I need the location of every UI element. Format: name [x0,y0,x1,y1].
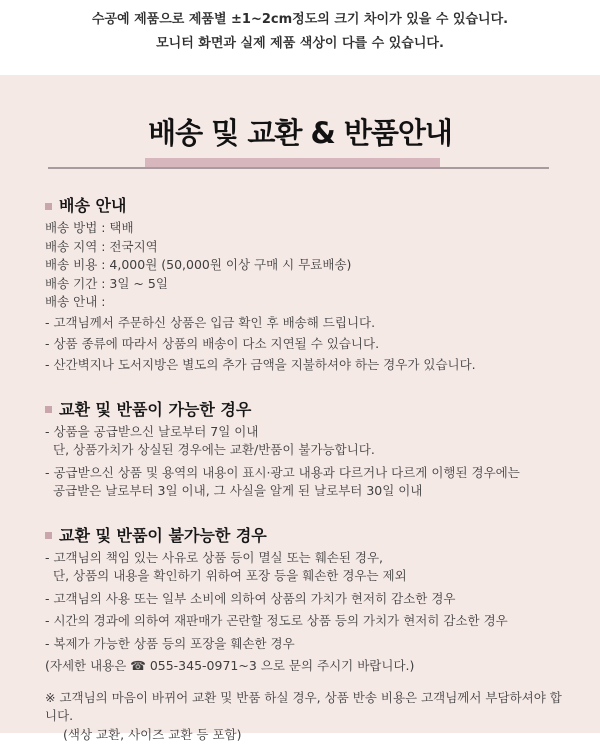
condition-line: - 상품을 공급받으신 날로부터 7일 이내 [45,423,570,442]
condition-line: - 고객님의 사용 또는 일부 소비에 의하여 상품의 가치가 현저히 감소한 경우 [45,590,570,609]
shipping-return-panel [0,75,600,733]
return-cost-footnote [45,689,570,744]
section-exchange-impossible-heading [45,527,570,545]
section-heading-label: 교환 및 반품이 가능한 경우 [59,401,251,419]
shipping-note: - 고객님께서 주문하신 상품은 입금 확인 후 배송해 드립니다. [45,312,570,333]
shipping-period-row: 배송 기간 : 3일 ~ 5일 [45,275,570,294]
condition-group [45,549,570,586]
condition-group [45,423,570,460]
condition-line: - 공급받으신 상품 및 용역의 내용이 표시·광고 내용과 다르거나 다르게 이행된 경우에는 [45,464,570,483]
page-title: 배송 및 교환 & 반품안내 [0,75,600,149]
section-bullet-icon [45,203,52,210]
handmade-size-notice [0,0,600,75]
section-heading-label: 배송 안내 [59,197,126,215]
condition-line: - 고객님의 책임 있는 사유로 상품 등이 멸실 또는 훼손된 경우, [45,549,570,568]
condition-line: - 복제가 가능한 상품 등의 포장을 훼손한 경우 [45,635,570,654]
section-exchange-impossible [45,527,570,676]
contact-note: (자세한 내용은 ☎ 055-345-0971~3 으로 문의 주시기 바랍니다.) [45,657,570,676]
condition-group [45,635,570,654]
condition-line: 단, 상품의 내용을 확인하기 위하여 포장 등을 훼손한 경우는 제외 [45,567,570,586]
shipping-note: - 상품 종류에 따라서 상품의 배송이 다소 지연될 수 있습니다. [45,333,570,354]
shipping-cost-row: 배송 비용 : 4,000원 (50,000원 이상 구매 시 무료배송) [45,256,570,275]
footnote-line: (색상 교환, 사이즈 교환 등 포함) [45,726,570,744]
section-bullet-icon [45,406,52,413]
footnote-line: ※ 고객님의 마음이 바뀌어 교환 및 반품 하실 경우, 상품 반송 비용은 고객님께서 부담하셔야 합니다. [45,689,570,726]
condition-line: 공급받은 날로부터 3일 이내, 그 사실을 알게 된 날로부터 30일 이내 [45,482,570,501]
section-shipping [45,197,570,375]
title-underline-line [48,167,549,169]
condition-group [45,464,570,501]
condition-line: - 시간의 경과에 의하여 재판매가 곤란할 정도로 상품 등의 가치가 현저히 감소한 경우 [45,612,570,631]
notice-line-size: 수공예 제품으로 제품별 ±1~2cm정도의 크기 차이가 있을 수 있습니다. [0,8,600,32]
section-bullet-icon [45,532,52,539]
section-exchange-possible-heading [45,401,570,419]
shipping-note: - 산간벽지나 도서지방은 별도의 추가 금액을 지불하셔야 하는 경우가 있습니다. [45,354,570,375]
title-underline-bar [145,158,440,167]
section-heading-label: 교환 및 반품이 불가능한 경우 [59,527,267,545]
section-shipping-heading [45,197,570,215]
condition-group [45,612,570,631]
shipping-rows [45,219,570,312]
notice-line-color: 모니터 화면과 실제 제품 색상이 다를 수 있습니다. [0,32,600,56]
section-exchange-possible [45,401,570,501]
condition-line: 단, 상품가치가 상실된 경우에는 교환/반품이 불가능합니다. [45,441,570,460]
title-underline [0,158,600,171]
shipping-method-row: 배송 방법 : 택배 [45,219,570,238]
condition-group [45,590,570,609]
shipping-guide-row: 배송 안내 : [45,293,570,312]
shipping-region-row: 배송 지역 : 전국지역 [45,238,570,257]
panel-content [0,197,600,744]
shipping-notes [45,312,570,375]
